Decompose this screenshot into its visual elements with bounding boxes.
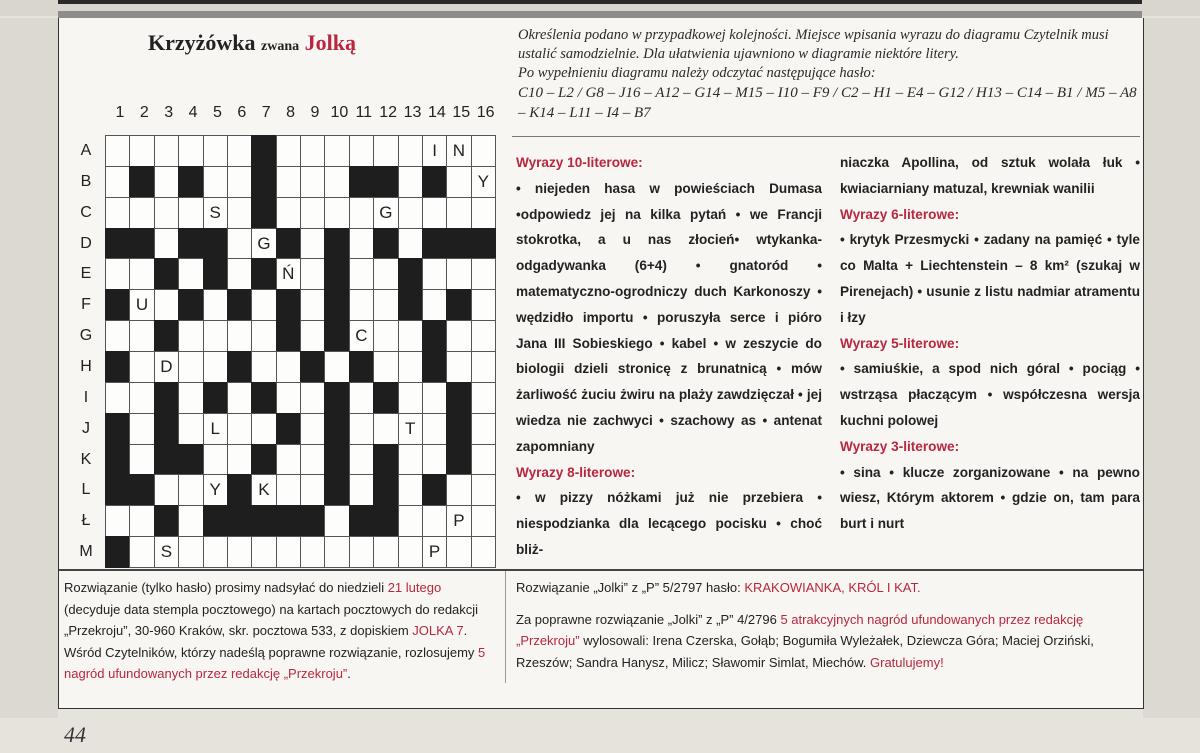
grid-cell[interactable]	[324, 351, 349, 383]
grid-cell[interactable]	[373, 320, 398, 352]
grid-cell[interactable]	[422, 382, 447, 414]
grid-cell-black	[471, 228, 496, 260]
clues-10-letter: • niejeden hasa w powieściach Dumasa •odpowiedz jej na kilka pytań • we Francji stokrotka, a u nas złocień• wtykanka-odgadywanka (6+4) • gnatoród • matematyczno-ogrodniczy duch Karkonoszy • wędzidło importu • poruszyła serce i pióro Jana III Sobieskiego • kabel • w zeszycie do biologii dzieli stronicę z brunatnicą • mów żarliwość żuciu żwiru na plaży zawdzięczał • jej wiedza nie zachwyci • szachowy as • antenat zapomniany	[516, 180, 822, 454]
grid-cell-black	[276, 228, 301, 260]
bottom-divider	[505, 571, 506, 683]
grid-cell[interactable]	[203, 166, 228, 198]
grid-cell[interactable]	[227, 413, 252, 445]
grid-cell-black	[324, 258, 349, 290]
grid-cell[interactable]	[276, 444, 301, 476]
grid-cell[interactable]	[154, 228, 179, 260]
row-label: M	[79, 543, 93, 561]
grid-cell-black	[178, 289, 203, 321]
grid-cell[interactable]	[154, 197, 179, 229]
row-label: G	[79, 327, 93, 345]
grid-cell[interactable]	[227, 536, 252, 568]
grid-cell[interactable]	[129, 135, 154, 167]
grid-cell[interactable]	[276, 474, 301, 506]
column-number: 6	[237, 104, 247, 121]
grid-cell[interactable]	[227, 258, 252, 290]
grid-cell-black	[203, 228, 228, 260]
grid-cell[interactable]	[349, 289, 374, 321]
clues-8-letter-part1: • w pizzy nóżkami już nie przebiera • niespodzianka dla lecącego pocisku • choć bliż-	[516, 490, 822, 557]
grid-cell[interactable]	[471, 413, 496, 445]
crossword-grid	[105, 135, 495, 567]
grid-cell[interactable]	[129, 382, 154, 414]
grid-cell[interactable]	[324, 536, 349, 568]
grid-cell[interactable]	[471, 351, 496, 383]
column-number: 4	[188, 104, 198, 121]
grid-cell[interactable]	[227, 382, 252, 414]
grid-cell[interactable]	[300, 228, 325, 260]
grid-cell[interactable]	[227, 228, 252, 260]
grid-cell[interactable]	[446, 166, 471, 198]
grid-cell-black	[398, 289, 423, 321]
grid-cell[interactable]	[203, 536, 228, 568]
column-number: 1	[115, 104, 125, 121]
grid-cell-black	[251, 135, 276, 167]
instructions-solution-intro: Po wypełnieniu diagramu należy odczytać następujące hasło:	[518, 65, 876, 81]
grid-cell-black	[373, 474, 398, 506]
grid-cell[interactable]	[422, 505, 447, 537]
row-label: H	[80, 358, 92, 376]
grid-cell[interactable]	[227, 197, 252, 229]
grid-cell[interactable]	[300, 320, 325, 352]
grid-cell-black	[154, 444, 179, 476]
grid-cell[interactable]	[276, 536, 301, 568]
submission-info: Rozwiązanie (tylko hasło) prosimy nadsyłać do niedzieli 21 lutego (decyduje data stempla pocztowego) na kartach pocztowych do redakcji „Przekroju”, 30-960 Kraków, skr. pocztowa 533, z dopiskiem JOLKA 7. Wśród Czytelników, którzy nadeślą poprawne rozwiązanie, rozlosujemy 5 nagród ufundowanych przez redakcję „Przekroju”.	[64, 580, 486, 681]
column-number: 7	[261, 104, 271, 121]
grid-cell-black	[422, 474, 447, 506]
grid-cell[interactable]	[349, 228, 374, 260]
column-number: 13	[403, 104, 422, 121]
grid-cell[interactable]	[349, 258, 374, 290]
grid-cell-black	[227, 505, 252, 537]
grid-cell[interactable]	[398, 536, 423, 568]
grid-cell[interactable]	[227, 135, 252, 167]
instructions-text: Określenia podano w przypadkowej kolejności. Miejsce wpisania wyrazu do diagramu Czytelnik musi ustalić samodzielnie. Dla ułatwienia ujawniono w diagramie niektóre litery.	[518, 27, 1109, 62]
grid-cell[interactable]	[471, 135, 496, 167]
grid-cell[interactable]	[105, 166, 130, 198]
grid-cell[interactable]	[471, 505, 496, 537]
grid-cell[interactable]	[373, 289, 398, 321]
grid-cell[interactable]	[300, 135, 325, 167]
grid-cell[interactable]	[398, 382, 423, 414]
grid-cell[interactable]	[324, 135, 349, 167]
grid-cell[interactable]: G	[373, 197, 398, 229]
grid-cell[interactable]	[349, 444, 374, 476]
grid-cell[interactable]	[471, 536, 496, 568]
grid-cell[interactable]	[324, 197, 349, 229]
grid-cell[interactable]	[398, 444, 423, 476]
grid-cell[interactable]	[203, 320, 228, 352]
grid-cell[interactable]	[203, 444, 228, 476]
heading-3-letter: Wyrazy 3-literowe:	[840, 438, 960, 454]
grid-cell[interactable]	[227, 166, 252, 198]
grid-cell-black	[398, 258, 423, 290]
grid-cell[interactable]	[373, 258, 398, 290]
grid-cell-black	[178, 166, 203, 198]
grid-cell[interactable]	[251, 289, 276, 321]
grid-cell-black	[324, 413, 349, 445]
grid-cell-black	[251, 505, 276, 537]
grid-cell[interactable]	[178, 505, 203, 537]
grid-cell[interactable]	[178, 413, 203, 445]
grid-cell[interactable]	[349, 382, 374, 414]
grid-cell[interactable]	[251, 536, 276, 568]
column-number: 11	[355, 104, 373, 121]
grid-cell-black	[154, 505, 179, 537]
grid-cell[interactable]	[251, 320, 276, 352]
grid-cell[interactable]: D	[154, 351, 179, 383]
column-number: 5	[213, 104, 222, 121]
grid-cell-black	[422, 351, 447, 383]
grid-cell[interactable]	[276, 166, 301, 198]
grid-cell[interactable]	[129, 413, 154, 445]
grid-cell[interactable]	[276, 135, 301, 167]
grid-cell[interactable]	[300, 166, 325, 198]
grid-cell[interactable]	[373, 413, 398, 445]
grid-cell-black	[105, 351, 130, 383]
grid-cell-black	[446, 444, 471, 476]
grid-cell[interactable]	[227, 444, 252, 476]
grid-cell[interactable]	[251, 413, 276, 445]
grid-cell-black	[105, 413, 130, 445]
grid-cell-black	[300, 505, 325, 537]
grid-cell[interactable]: Ń	[276, 258, 301, 290]
grid-cell[interactable]	[349, 536, 374, 568]
grid-cell[interactable]	[154, 166, 179, 198]
grid-cell[interactable]	[251, 351, 276, 383]
grid-cell[interactable]	[105, 505, 130, 537]
grid-cell[interactable]	[471, 289, 496, 321]
grid-cell[interactable]: G	[251, 228, 276, 260]
clues-8-letter-part2: niaczka Apollina, od sztuk wolała łuk • kwiaciarniany matuzal, krewniak wanilii	[840, 155, 1140, 196]
grid-cell[interactable]	[446, 258, 471, 290]
grid-cell[interactable]: C	[349, 320, 374, 352]
grid-cell[interactable]	[300, 289, 325, 321]
grid-cell-black	[300, 351, 325, 383]
solution-key: C10 – L2 / G8 – J16 – A12 – G14 – M15 – I10 – F9 / C2 – H1 – E4 – G12 / H13 – C14 – B1 / M5 – A8 – K14 – L11 – I4 – B7	[518, 85, 1137, 121]
grid-cell-black	[154, 413, 179, 445]
grid-cell[interactable]	[105, 197, 130, 229]
grid-cell-black	[105, 289, 130, 321]
row-label: J	[82, 419, 90, 437]
grid-cell-black	[373, 444, 398, 476]
grid-cell[interactable]	[178, 135, 203, 167]
puzzle-title: Krzyżówka zwana Jolką	[148, 30, 357, 55]
grid-cell-black	[227, 289, 252, 321]
grid-cell[interactable]: I	[422, 135, 447, 167]
grid-cell[interactable]	[105, 135, 130, 167]
grid-cell[interactable]	[129, 351, 154, 383]
grid-cell-black	[324, 382, 349, 414]
grid-cell[interactable]	[471, 382, 496, 414]
heading-10-letter: Wyrazy 10-literowe:	[516, 155, 643, 170]
grid-cell[interactable]	[129, 444, 154, 476]
grid-cell[interactable]	[398, 505, 423, 537]
grid-cell-black	[276, 413, 301, 445]
grid-cell[interactable]	[300, 536, 325, 568]
row-label: I	[83, 388, 89, 406]
grid-cell[interactable]	[105, 258, 130, 290]
grid-cell-black	[324, 289, 349, 321]
grid-cell-black	[251, 197, 276, 229]
grid-cell[interactable]	[203, 289, 228, 321]
grid-cell[interactable]	[178, 258, 203, 290]
grid-cell[interactable]	[398, 166, 423, 198]
grid-cell-black	[373, 228, 398, 260]
grid-cell[interactable]	[398, 228, 423, 260]
grid-cell[interactable]	[178, 536, 203, 568]
grid-cell[interactable]	[446, 351, 471, 383]
grid-cell[interactable]	[471, 197, 496, 229]
grid-cell[interactable]	[398, 320, 423, 352]
grid-cell-black	[105, 228, 130, 260]
clues-3-letter: • sina • klucze zorganizowane • na pewno wiesz, Którym aktorem • gdzie on, tam para burt i nurt	[840, 464, 1140, 532]
grid-cell-black	[203, 382, 228, 414]
grid-cell-black	[203, 258, 228, 290]
grid-cell[interactable]	[178, 474, 203, 506]
grid-cell[interactable]	[154, 474, 179, 506]
grid-cell-black	[154, 258, 179, 290]
grid-cell-black	[373, 505, 398, 537]
clues-column-2	[840, 150, 1140, 537]
grid-cell-black	[324, 444, 349, 476]
row-label: L	[81, 481, 91, 499]
grid-cell[interactable]: P	[422, 536, 447, 568]
grid-cell[interactable]	[373, 351, 398, 383]
heading-8-letter: Wyrazy 8-literowe:	[516, 464, 636, 480]
row-label: A	[80, 142, 92, 159]
grid-cell[interactable]	[227, 320, 252, 352]
grid-cell[interactable]	[129, 536, 154, 568]
grid-cell-black	[276, 289, 301, 321]
grid-cell[interactable]	[373, 135, 398, 167]
grid-cell[interactable]	[300, 258, 325, 290]
grid-cell[interactable]	[105, 382, 130, 414]
column-number: 10	[330, 104, 349, 121]
grid-cell[interactable]	[349, 135, 374, 167]
grid-cell-black	[276, 505, 301, 537]
grid-cell[interactable]	[373, 536, 398, 568]
grid-cell[interactable]	[178, 351, 203, 383]
grid-cell[interactable]	[422, 444, 447, 476]
grid-cell-black	[154, 320, 179, 352]
grid-cell-black	[324, 228, 349, 260]
grid-cell[interactable]	[324, 166, 349, 198]
grid-cell[interactable]	[178, 382, 203, 414]
column-number: 2	[139, 104, 149, 121]
grid-cell[interactable]	[300, 197, 325, 229]
grid-cell-black	[251, 258, 276, 290]
grid-cell[interactable]	[129, 320, 154, 352]
grid-cell-black	[373, 382, 398, 414]
grid-cell-black	[178, 228, 203, 260]
grid-cell[interactable]	[105, 320, 130, 352]
grid-cell-black	[129, 228, 154, 260]
grid-cell[interactable]	[129, 258, 154, 290]
grid-cell[interactable]: Y	[203, 474, 228, 506]
grid-cell[interactable]	[349, 474, 374, 506]
grid-cell-black	[154, 382, 179, 414]
grid-cell[interactable]	[178, 197, 203, 229]
grid-cell[interactable]	[154, 289, 179, 321]
grid-cell[interactable]	[300, 382, 325, 414]
grid-cell[interactable]	[349, 413, 374, 445]
heading-6-letter: Wyrazy 6-literowe:	[840, 206, 960, 222]
grid-cell-black	[446, 382, 471, 414]
grid-cell-black	[422, 166, 447, 198]
grid-cell[interactable]: S	[154, 536, 179, 568]
grid-cell[interactable]	[300, 444, 325, 476]
grid-cell[interactable]	[422, 258, 447, 290]
row-label: D	[80, 234, 92, 252]
column-number: 16	[476, 104, 495, 121]
clues-5-letter: • samiuśkie, a spod nich góral • pociąg • wstrząsa płaczącym • współczesna wersja kuchni polowej	[840, 361, 1140, 428]
grid-cell-black	[276, 320, 301, 352]
grid-cell[interactable]	[324, 505, 349, 537]
grid-cell[interactable]	[446, 536, 471, 568]
grid-cell[interactable]: N	[446, 135, 471, 167]
grid-cell-black	[373, 166, 398, 198]
grid-cell[interactable]	[471, 258, 496, 290]
grid-cell-black	[227, 351, 252, 383]
grid-cell[interactable]: P	[446, 505, 471, 537]
column-number: 9	[310, 104, 320, 121]
grid-cell-black	[446, 413, 471, 445]
grid-cell[interactable]	[154, 135, 179, 167]
grid-cell[interactable]	[398, 351, 423, 383]
right-margin	[1143, 18, 1200, 718]
instructions	[518, 26, 1138, 123]
grid-cell-black	[203, 505, 228, 537]
row-label: K	[80, 450, 92, 468]
grid-cell[interactable]	[300, 413, 325, 445]
grid-cell-black	[446, 289, 471, 321]
grid-cell-black	[178, 444, 203, 476]
row-label: B	[80, 172, 92, 190]
grid-cell-black	[349, 505, 374, 537]
column-number: 3	[164, 104, 174, 121]
grid-cell[interactable]	[398, 197, 423, 229]
grid-cell[interactable]	[178, 320, 203, 352]
grid-cell[interactable]	[422, 413, 447, 445]
grid-cell[interactable]	[446, 474, 471, 506]
left-margin	[0, 18, 58, 718]
grid-cell[interactable]: T	[398, 413, 423, 445]
grid-cell[interactable]	[276, 197, 301, 229]
grid-cell[interactable]	[300, 474, 325, 506]
clues-column-1	[516, 150, 822, 563]
grid-cell[interactable]	[129, 505, 154, 537]
grid-cell-black	[422, 320, 447, 352]
clues-6-letter: • krytyk Przesmycki • zadany na pamięć • tyle co Malta + Liechtenstein – 8 km² (szukaj w Pirenejach) • usunie z listu nadmiar atramentu i łzy	[840, 232, 1140, 325]
bottom-rule	[59, 569, 1143, 571]
grid-cell[interactable]: S	[203, 197, 228, 229]
grid-cell[interactable]	[276, 351, 301, 383]
grid-cell[interactable]: U	[129, 289, 154, 321]
column-number: 8	[286, 104, 296, 121]
grid-cell-black	[422, 228, 447, 260]
grid-cell-black	[349, 351, 374, 383]
grid-cell-black	[105, 474, 130, 506]
grid-cell[interactable]	[398, 474, 423, 506]
grid-cell[interactable]: L	[203, 413, 228, 445]
column-number: 14	[427, 104, 446, 121]
grid-cell[interactable]	[276, 382, 301, 414]
previous-results: Rozwiązanie „Jolki” z „P” 5/2797 hasło: KRAKOWIANKA, KRÓL I KAT. Za poprawne rozwiązanie „Jolki” z „P” 4/2796 5 atrakcyjnych nagród ufundowanych przez redakcję „Przekroju” wylosowali: Irena Czerska, Gołąb; Bogumiła Wyleżałek, Dziewcza Góra; Maciej Orziński, Rzeszów; Sandra Hanysz, Milicz; Sławomir Simlat, Miechów. Gratulujemy!	[516, 580, 1094, 670]
grid-cell-black	[324, 474, 349, 506]
row-label: C	[80, 203, 92, 221]
grid-cell[interactable]	[471, 444, 496, 476]
row-label: Ł	[81, 512, 91, 530]
grid-cell[interactable]	[422, 197, 447, 229]
top-rule	[0, 0, 1200, 16]
grid-cell-black	[251, 166, 276, 198]
grid-cell[interactable]: K	[251, 474, 276, 506]
grid-cell-black	[105, 536, 130, 568]
grid-cell[interactable]: Y	[471, 166, 496, 198]
divider	[512, 136, 1140, 137]
grid-cell-black	[349, 166, 374, 198]
grid-cell[interactable]	[203, 135, 228, 167]
grid-cell-black	[227, 474, 252, 506]
grid-cell[interactable]	[398, 135, 423, 167]
grid-cell[interactable]	[471, 474, 496, 506]
column-number: 15	[452, 104, 471, 121]
grid-cell[interactable]	[471, 320, 496, 352]
row-label: F	[81, 296, 91, 314]
grid-cell-black	[129, 166, 154, 198]
grid-cell[interactable]	[446, 320, 471, 352]
column-number: 12	[379, 104, 398, 121]
grid-cell[interactable]	[129, 197, 154, 229]
grid-cell-black	[251, 382, 276, 414]
grid-cell-black	[251, 444, 276, 476]
row-label: E	[80, 265, 92, 283]
page-number: 44	[64, 722, 86, 747]
grid-cell[interactable]	[349, 197, 374, 229]
grid-cell-black	[129, 474, 154, 506]
grid-cell[interactable]	[422, 289, 447, 321]
grid-cell-black	[105, 444, 130, 476]
heading-5-letter: Wyrazy 5-literowe:	[840, 335, 960, 351]
grid-cell-black	[446, 228, 471, 260]
column-numbers	[108, 104, 504, 124]
grid-cell-black	[324, 320, 349, 352]
grid-cell[interactable]	[203, 351, 228, 383]
grid-cell[interactable]	[446, 197, 471, 229]
